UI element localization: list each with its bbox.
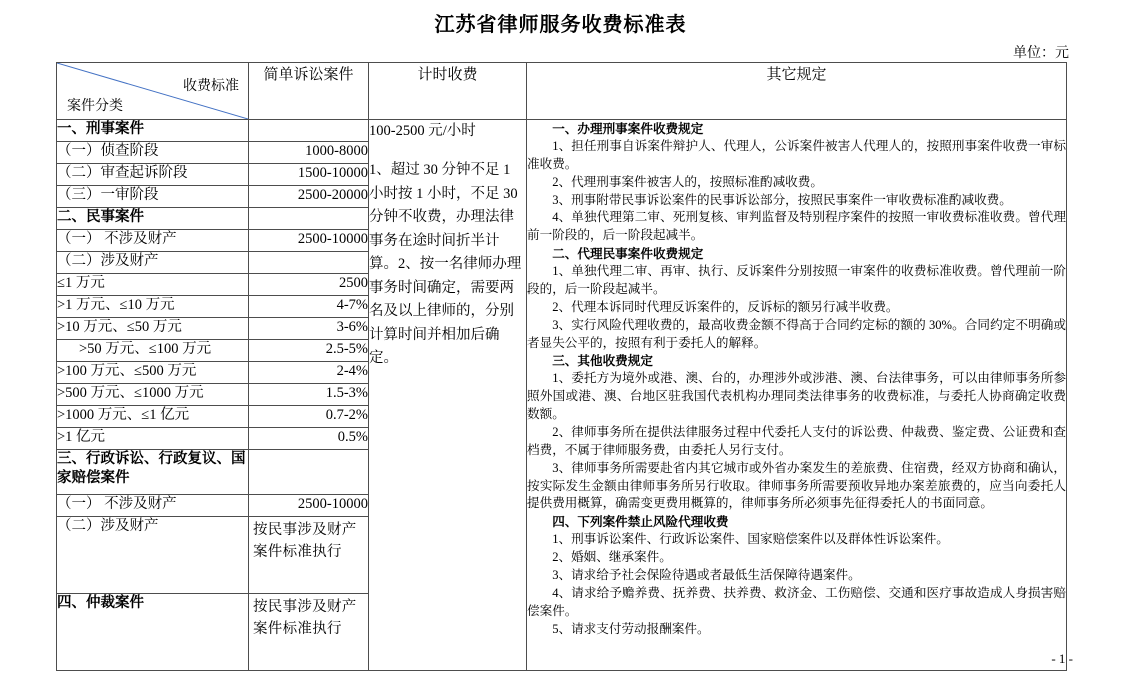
provision-section-heading: 四、下列案件禁止风险代理收费 [552,514,729,530]
header-corner-cell [57,63,249,120]
table-row [57,120,1067,142]
fee-standard-table [56,62,1067,671]
provision-item: 2、婚姻、继承案件。 [552,550,672,564]
header-simple-litigation: 简单诉讼案件 [249,63,369,120]
other-provisions-body [527,120,1066,638]
hourly-rate-text: 100-2500 元/小时 [369,123,476,139]
table-header-row [57,63,1067,120]
case-category-cell: >500 万元、≤1000 万元 [57,384,249,406]
provision-section-heading: 三、其他收费规定 [552,353,653,369]
case-category-cell: ≤1 万元 [57,274,249,296]
provision-item: 1、单独代理二审、再审、执行、反诉案件分别按照一审案件的收费标准收费。曾代理前一阶段的，后一阶段起减半。 [527,264,1066,296]
simple-litigation-fee-cell: 0.7-2% [249,406,369,428]
provision-item: 1、担任刑事自诉案件辩护人、代理人，公诉案件被害人代理人的，按照刑事案件收费一审标准收费。 [527,138,1066,171]
page-title: 江苏省律师服务收费标准表 [434,12,687,36]
simple-litigation-fee-cell [249,208,369,230]
provision-section-heading: 二、代理民事案件收费规定 [552,246,704,262]
simple-litigation-fee-cell: 按民事涉及财产案件标准执行 [249,517,369,594]
hourly-notes-text: 1、超过 30 分钟不足 1 小时按 1 小时，不足 30 分钟不收费，办理法律事务在途时间折半计算。2、按一名律师办理事务时间确定，需要两名及以上律师的，分别计算时间并相加后确定。 [369,162,522,367]
case-category-cell: >1 万元、≤10 万元 [57,296,249,318]
simple-litigation-fee-cell: 4-7% [249,296,369,318]
provision-item: 2、律师事务所在提供法律服务过程中代委托人支付的诉讼费、仲裁费、鉴定费、公证费和查档费，不属于律师服务费，由委托人另行支付。 [527,424,1066,457]
provision-item: 5、请求支付劳动报酬案件。 [552,621,710,636]
simple-litigation-fee-cell: 1.5-3% [249,384,369,406]
simple-litigation-fee-cell: 2500-20000 [249,186,369,208]
case-category-cell: （三）一审阶段 [57,186,249,208]
provision-item: 3、律师事务所需要赴省内其它城市或外省办案发生的差旅费、住宿费，经双方协商和确认，按实际发生金额由律师事务所另行收取。律师事务所需要预收异地办案差旅费的，应当向委托人提供费用概算，确需变更费用概算的，律师事务所必须事先征得委托人的书面同意。 [527,460,1066,511]
case-category-cell: 三、行政诉讼、行政复议、国家赔偿案件 [57,450,249,495]
simple-litigation-fee-cell: 2500-10000 [249,495,369,517]
case-category-cell: >1 亿元 [57,428,249,450]
provision-item: 4、请求给予赡养费、抚养费、扶养费、救济金、工伤赔偿、交通和医疗事故造成人身损害赔偿案件。 [527,585,1066,618]
simple-litigation-fee-cell: 1000-8000 [249,142,369,164]
hourly-fee-cell [369,120,527,671]
case-category-cell: （一） 不涉及财产 [57,230,249,252]
simple-litigation-fee-cell: 2.5-5% [249,340,369,362]
other-provisions-cell [527,120,1067,671]
provision-item: 3、实行风险代理收费的，最高收费金额不得高于合同约定标的额的 30%。合同约定不明确或者显失公平的，按照有利于委托人的解释。 [527,317,1066,350]
case-category-cell: >50 万元、≤100 万元 [57,340,249,362]
provision-item: 1、刑事诉讼案件、行政诉讼案件、国家赔偿案件以及群体性诉讼案件。 [552,532,949,547]
page-number: - 1 - [1051,651,1073,666]
simple-litigation-fee-cell: 3-6% [249,318,369,340]
simple-litigation-fee-cell: 0.5% [249,428,369,450]
provision-item: 3、刑事附带民事诉讼案件的民事诉讼部分，按照民事案件一审收费标准酌减收费。 [552,192,1012,207]
provision-section-heading: 一、办理刑事案件收费规定 [552,121,704,136]
case-category-cell: （二）涉及财产 [57,252,249,274]
case-category-cell: >1000 万元、≤1 亿元 [57,406,249,428]
case-category-cell: （一） 不涉及财产 [57,495,249,517]
case-category-cell: （二）审查起诉阶段 [57,164,249,186]
provision-item: 1、委托方为境外或港、澳、台的，办理涉外或涉港、澳、台法律事务，可以由律师事务所参照外国或港、澳、台地区驻我国代表机构办理同类法律事务的收费标准，与委托人协商确定收费数额。 [527,371,1066,421]
simple-litigation-fee-cell: 2500-10000 [249,230,369,252]
case-category-cell: >100 万元、≤500 万元 [57,362,249,384]
simple-litigation-fee-cell: 2-4% [249,362,369,384]
case-category-cell: 一、刑事案件 [57,120,249,142]
header-other-provisions: 其它规定 [527,63,1067,120]
header-case-category-label: 案件分类 [67,99,123,114]
provision-item: 3、请求给予社会保险待遇或者最低生活保障待遇案件。 [552,567,861,582]
provision-item: 2、代理本诉同时代理反诉案件的，反诉标的额另行减半收费。 [552,299,899,314]
simple-litigation-fee-cell: 1500-10000 [249,164,369,186]
case-category-cell: 二、民事案件 [57,208,249,230]
simple-litigation-fee-cell [249,450,369,495]
case-category-cell: （二）涉及财产 [57,517,249,594]
provision-item: 4、单独代理第二审、死刑复核、审判监督及特别程序案件的按照一审收费标准收费。曾代理前一阶段的，后一阶段起减半。 [527,210,1066,243]
header-fee-standard-label: 收费标准 [183,79,239,94]
case-category-cell: 四、仲裁案件 [57,594,249,671]
header-hourly-fee: 计时收费 [369,63,527,120]
simple-litigation-fee-cell [249,120,369,142]
case-category-cell: （一）侦查阶段 [57,142,249,164]
simple-litigation-fee-cell: 2500 [249,274,369,296]
simple-litigation-fee-cell [249,252,369,274]
unit-note: 单位：元 [1013,46,1069,61]
case-category-cell: >10 万元、≤50 万元 [57,318,249,340]
provision-item: 2、代理刑事案件被害人的，按照标准酌减收费。 [552,174,823,189]
simple-litigation-fee-cell: 按民事涉及财产案件标准执行 [249,594,369,671]
